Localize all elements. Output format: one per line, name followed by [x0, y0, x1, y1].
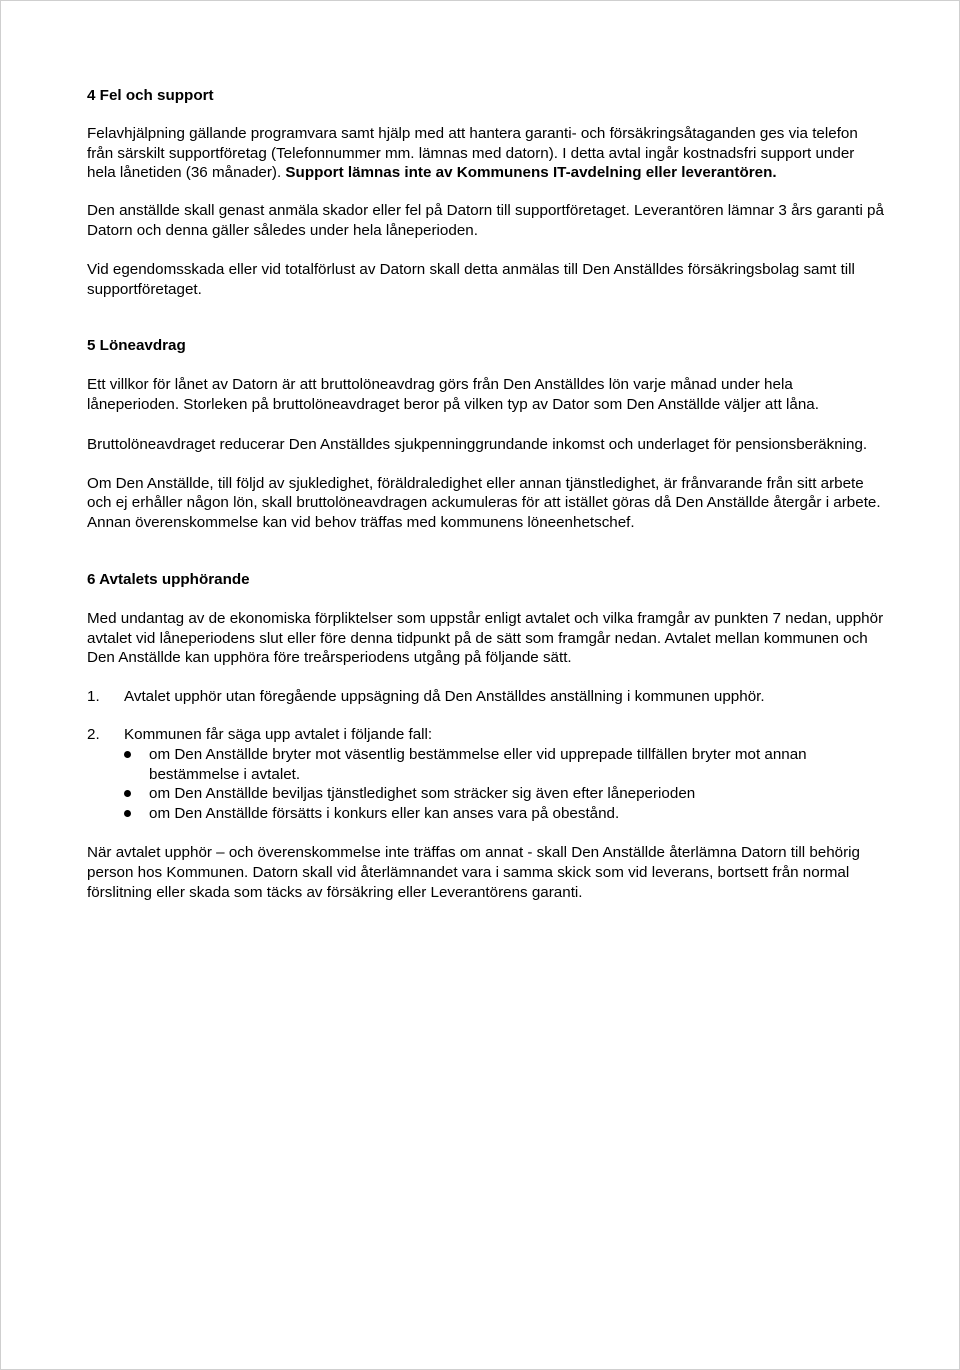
numbered-item-2-number: 2. [87, 725, 100, 743]
bullet-item-1: om Den Anställde bryter mot väsentlig bestämmelse eller vid upprepade tillfällen bryter mot annan bestämmelse i avtalet. [124, 745, 887, 785]
section-5-heading: 5 Löneavdrag [87, 337, 186, 355]
numbered-item-1 [87, 687, 887, 707]
numbered-item-2 [87, 725, 887, 745]
section-6-paragraph-2: När avtalet upphör – och överenskommelse inte träffas om annat - skall Den Anställde återlämna Datorn till behörig person hos Kommunen. Datorn skall vid återlämnandet vara i samma skick som vid leverans, bortsett från normal förslitning eller skada som täcks av försäkring eller Leverantörens garanti. [87, 843, 860, 901]
section-5-paragraph-3: Om Den Anställde, till följd av sjukledighet, föräldraledighet eller annan tjänstledighet, är frånvarande från sitt arbete och ej erhåller någon lön, skall bruttolöneavdragen ackumuleras för att istället göras då Den Anställde återgår i arbete. Annan överenskommelse kan vid behov träffas med kommunens löneenhetschef. [87, 474, 881, 532]
bullet-item-3: om Den Anställde försätts i konkurs eller kan anses vara på obestånd. [124, 804, 887, 824]
section-4-paragraph-1-bold: Support lämnas inte av Kommunens IT-avdelning eller leverantören. [285, 164, 777, 182]
section-4-paragraph-2: Den anställde skall genast anmäla skador eller fel på Datorn till supportföretaget. Leverantören lämnar 3 års garanti på Datorn och denna gäller således under hela låneperioden. [87, 202, 884, 239]
section-5-paragraph-2: Bruttolöneavdraget reducerar Den Anställdes sjukpenninggrundande inkomst och underlaget för pensionsberäkning. [87, 435, 868, 453]
numbered-item-1-number: 1. [87, 688, 100, 706]
section-4-paragraph-3: Vid egendomsskada eller vid totalförlust av Datorn skall detta anmälas till Den Anställdes försäkringsbolag samt till supportföretaget. [87, 260, 855, 298]
section-4-paragraph-1-text: Felavhjälpning gällande programvara samt hjälp med att hantera garanti- och försäkringsåtaganden ges via telefon från särskilt supportföretag (Telefonnummer mm. lämnas med datorn). I detta avtal ingår kostnadsfri support under hela lånetiden (36 månader). [87, 124, 858, 182]
bullet-item-2: om Den Anställde beviljas tjänstledighet som sträcker sig även efter låneperioden [124, 784, 887, 804]
numbered-item-2-text: Kommunen får säga upp avtalet i följande fall: [124, 725, 433, 743]
numbered-item-1-text: Avtalet upphör utan föregående uppsägning då Den Anställdes anställning i kommunen upphör. [124, 688, 765, 706]
section-5-paragraph-1: Ett villkor för lånet av Datorn är att bruttolöneavdrag görs från Den Anställdes lön varje månad under hela låneperioden. Storleken på bruttolöneavdraget beror på vilken typ av Dator som Den Anställde väljer att låna. [87, 376, 819, 413]
section-6-heading: 6 Avtalets upphörande [87, 570, 250, 588]
termination-bullet-list [87, 745, 887, 824]
section-4-heading: 4 Fel och support [87, 87, 214, 104]
document-body [87, 86, 887, 902]
section-4-paragraph-1 [87, 124, 887, 183]
section-6-paragraph-1: Med undantag av de ekonomiska förpliktelser som uppstår enligt avtalet och vilka framgår av punkten 7 nedan, upphör avtalet vid låneperiodens slut eller före denna tidpunkt på de sätt som framgår nedan. Avtalet mellan kommunen och Den Anställde kan upphöra före treårsperiodens utgång på följande sätt. [87, 609, 884, 667]
